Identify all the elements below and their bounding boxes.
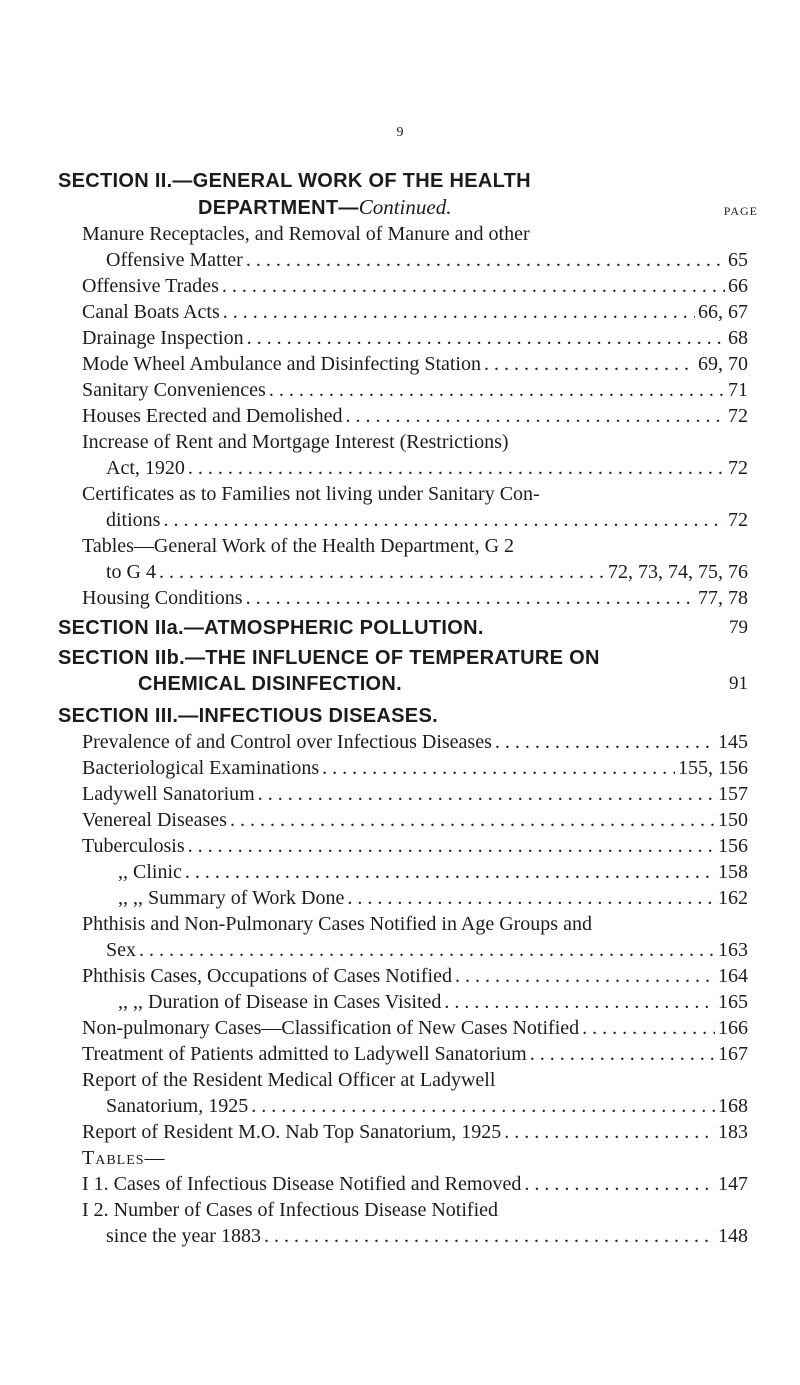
toc-entry bbox=[58, 1015, 748, 1041]
leader-dots bbox=[484, 351, 695, 377]
toc-entry-title: to G 4 bbox=[106, 561, 156, 583]
toc-entry bbox=[58, 963, 748, 989]
toc-entry-title: Offensive Trades bbox=[82, 275, 219, 297]
toc-entry-page: 72 bbox=[728, 405, 748, 427]
toc-entry bbox=[58, 1119, 748, 1145]
toc-entry-title: Sanitary Conveniences bbox=[82, 379, 266, 401]
leader-dots bbox=[347, 885, 715, 911]
section-2a-page: 79 bbox=[729, 617, 748, 638]
toc-entry-page: 163 bbox=[718, 939, 748, 961]
toc-entry-page: 157 bbox=[718, 783, 748, 805]
section-2b-title-line2: CHEMICAL DISINFECTION. bbox=[138, 673, 403, 695]
toc-entry-line: Report of the Resident Medical Officer at Ladywell bbox=[82, 1069, 496, 1091]
toc-entry bbox=[58, 989, 748, 1015]
toc-entry-title: ,, ,, Duration of Disease in Cases Visited bbox=[118, 991, 442, 1013]
toc-entry bbox=[58, 403, 748, 429]
section-2-title-line1: SECTION II.—GENERAL WORK OF THE HEALTH bbox=[58, 170, 531, 192]
toc-entry-page: 166 bbox=[718, 1017, 748, 1039]
section-3-heading bbox=[58, 703, 748, 729]
toc-entry-page: 69, 70 bbox=[698, 353, 748, 375]
toc-entry bbox=[58, 755, 748, 781]
leader-dots bbox=[264, 1223, 715, 1249]
toc-entry-title: Houses Erected and Demolished bbox=[82, 405, 343, 427]
table-of-contents bbox=[58, 168, 758, 1249]
toc-entry-page: 167 bbox=[718, 1043, 748, 1065]
section-2b-title-line1: SECTION IIb.—THE INFLUENCE OF TEMPERATURE ON bbox=[58, 647, 600, 669]
toc-entry-title: I 1. Cases of Infectious Disease Notified and Removed bbox=[82, 1173, 522, 1195]
toc-entry bbox=[58, 429, 748, 481]
toc-entry-title: Phthisis Cases, Occupations of Cases Notified bbox=[82, 965, 452, 987]
toc-entry bbox=[58, 911, 748, 963]
toc-entry-page: 155, 156 bbox=[678, 757, 748, 779]
leader-dots bbox=[246, 585, 695, 611]
toc-entry bbox=[58, 781, 748, 807]
section-2-title-line2: DEPARTMENT— bbox=[198, 197, 359, 219]
toc-entry-line: Certificates as to Families not living under Sanitary Con- bbox=[82, 483, 540, 505]
leader-dots bbox=[269, 377, 725, 403]
leader-dots bbox=[258, 781, 715, 807]
section-2-heading bbox=[58, 168, 758, 221]
toc-entry-title: ,, ,, Summary of Work Done bbox=[118, 887, 345, 909]
toc-entry bbox=[58, 885, 748, 911]
section-2-title-suffix: Continued. bbox=[358, 195, 452, 219]
toc-entry-title: Mode Wheel Ambulance and Disinfecting Station bbox=[82, 353, 481, 375]
toc-entry-page: 66, 67 bbox=[698, 301, 748, 323]
toc-entry bbox=[58, 1067, 748, 1119]
leader-dots bbox=[322, 755, 675, 781]
page-column-label: PAGE bbox=[723, 204, 758, 218]
leader-dots bbox=[582, 1015, 715, 1041]
toc-entry bbox=[58, 221, 748, 273]
toc-entry-title: Venereal Diseases bbox=[82, 809, 227, 831]
toc-entry-line: Manure Receptacles, and Removal of Manure and other bbox=[82, 223, 530, 245]
toc-entry-title: Ladywell Sanatorium bbox=[82, 783, 255, 805]
toc-entry bbox=[58, 351, 748, 377]
tables-label: Tables— bbox=[82, 1147, 166, 1169]
leader-dots bbox=[495, 729, 715, 755]
leader-dots bbox=[251, 1093, 715, 1119]
toc-entry-page: 183 bbox=[718, 1121, 748, 1143]
toc-entry-page: 162 bbox=[718, 887, 748, 909]
toc-entry bbox=[58, 325, 748, 351]
leader-dots bbox=[524, 1171, 715, 1197]
toc-entry-title: Tuberculosis bbox=[82, 835, 185, 857]
toc-entry-page: 72 bbox=[728, 457, 748, 479]
leader-dots bbox=[530, 1041, 715, 1067]
toc-entry-title: Housing Conditions bbox=[82, 587, 243, 609]
toc-entry-title: Drainage Inspection bbox=[82, 327, 244, 349]
toc-entry bbox=[58, 1171, 748, 1197]
toc-entry bbox=[58, 585, 748, 611]
leader-dots bbox=[163, 507, 725, 533]
leader-dots bbox=[246, 247, 725, 273]
toc-entry-title: Prevalence of and Control over Infectious Diseases bbox=[82, 731, 492, 753]
leader-dots bbox=[185, 859, 715, 885]
toc-entry-page: 145 bbox=[718, 731, 748, 753]
toc-entry-page: 66 bbox=[728, 275, 748, 297]
leader-dots bbox=[188, 455, 725, 481]
toc-entry-page: 147 bbox=[718, 1173, 748, 1195]
section-3-entries bbox=[58, 729, 748, 1145]
toc-entry bbox=[58, 377, 748, 403]
toc-entry-title: Act, 1920 bbox=[106, 457, 185, 479]
toc-entry-line: Increase of Rent and Mortgage Interest (Restrictions) bbox=[82, 431, 509, 453]
leader-dots bbox=[247, 325, 725, 351]
toc-entry-line: Tables—General Work of the Health Department, G 2 bbox=[82, 535, 515, 557]
section-2b-page: 91 bbox=[729, 673, 748, 694]
toc-entry-page: 72 bbox=[728, 509, 748, 531]
toc-entry bbox=[58, 859, 748, 885]
leader-dots bbox=[455, 963, 715, 989]
toc-entry-title: Sanatorium, 1925 bbox=[106, 1095, 249, 1117]
toc-entry-line: Phthisis and Non-Pulmonary Cases Notified in Age Groups and bbox=[82, 913, 592, 935]
toc-entry-title: Non-pulmonary Cases—Classification of New Cases Notified bbox=[82, 1017, 580, 1039]
leader-dots bbox=[504, 1119, 715, 1145]
toc-entry bbox=[58, 833, 748, 859]
toc-entry-page: 148 bbox=[718, 1225, 748, 1247]
toc-entry-title: Treatment of Patients admitted to Ladywell Sanatorium bbox=[82, 1043, 527, 1065]
section-3-title: SECTION III.—INFECTIOUS DISEASES. bbox=[58, 705, 438, 727]
toc-entry bbox=[58, 807, 748, 833]
toc-entry-title: Report of Resident M.O. Nab Top Sanatorium, 1925 bbox=[82, 1121, 502, 1143]
toc-entry bbox=[58, 273, 748, 299]
toc-entry bbox=[58, 1041, 748, 1067]
toc-entry-title: Sex bbox=[106, 939, 136, 961]
section-2b-heading bbox=[58, 645, 748, 697]
section-3-table-entries bbox=[58, 1171, 748, 1249]
leader-dots bbox=[345, 403, 725, 429]
leader-dots bbox=[444, 989, 715, 1015]
toc-entry-title: Canal Boats Acts bbox=[82, 301, 220, 323]
toc-entry-title: ,, Clinic bbox=[118, 861, 182, 883]
leader-dots bbox=[159, 559, 605, 585]
toc-entry bbox=[58, 481, 748, 533]
toc-entry-page: 77, 78 bbox=[698, 587, 748, 609]
leader-dots bbox=[188, 833, 715, 859]
page-number: 9 bbox=[396, 125, 404, 140]
toc-entry-page: 71 bbox=[728, 379, 748, 401]
toc-entry bbox=[58, 1197, 748, 1249]
toc-entry bbox=[58, 299, 748, 325]
toc-entry-page: 165 bbox=[718, 991, 748, 1013]
toc-entry-page: 150 bbox=[718, 809, 748, 831]
toc-entry-page: 164 bbox=[718, 965, 748, 987]
toc-entry-page: 158 bbox=[718, 861, 748, 883]
toc-entry-page: 68 bbox=[728, 327, 748, 349]
toc-entry-title: Bacteriological Examinations bbox=[82, 757, 320, 779]
leader-dots bbox=[139, 937, 715, 963]
toc-entry-title: Offensive Matter bbox=[106, 249, 243, 271]
toc-entry bbox=[58, 533, 748, 585]
toc-entry-page: 72, 73, 74, 75, 76 bbox=[608, 561, 748, 583]
section-2-entries bbox=[58, 221, 748, 611]
leader-dots bbox=[223, 299, 695, 325]
toc-entry-line: I 2. Number of Cases of Infectious Disease Notified bbox=[82, 1199, 498, 1221]
toc-entry-title: ditions bbox=[106, 509, 161, 531]
leader-dots bbox=[222, 273, 725, 299]
toc-entry-page: 65 bbox=[728, 249, 748, 271]
leader-dots bbox=[230, 807, 715, 833]
toc-entry-title: since the year 1883 bbox=[106, 1225, 261, 1247]
toc-entry-page: 168 bbox=[718, 1095, 748, 1117]
toc-entry bbox=[58, 729, 748, 755]
section-2a-title: SECTION IIa.—ATMOSPHERIC POLLUTION. bbox=[58, 617, 484, 639]
toc-entry-page: 156 bbox=[718, 835, 748, 857]
section-2a-heading bbox=[58, 615, 748, 641]
